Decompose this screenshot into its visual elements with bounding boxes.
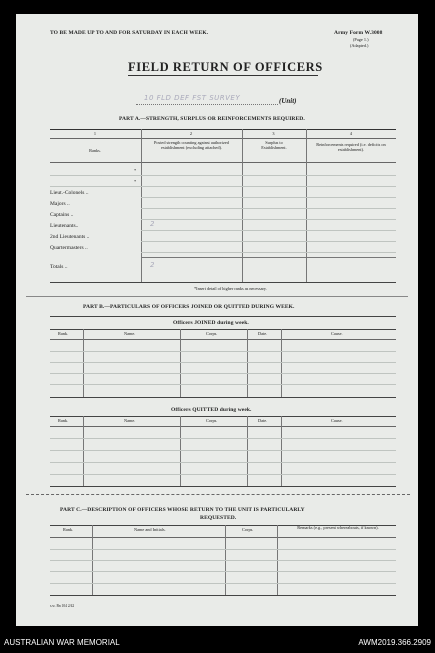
part-a-row-rule <box>50 186 396 187</box>
part-c-col-name: Name and Initials. <box>134 527 166 532</box>
quitted-col-date: Date. <box>258 418 268 423</box>
quitted-header-top <box>50 416 396 417</box>
quitted-bottom-rule <box>50 486 396 487</box>
quitted-col-corps: Corps. <box>206 418 218 423</box>
part-a-row-rule <box>141 208 396 209</box>
part-a-row-rule <box>141 241 396 242</box>
unit-label: (Unit) <box>279 97 297 105</box>
part-c-col-remarks: Remarks (e.g., present whereabouts, if known). <box>297 525 379 530</box>
joined-col-corps: Corps. <box>206 331 218 336</box>
part-c-col-corps: Corps. <box>242 527 254 532</box>
rank-quartermasters: Quartermasters .. <box>50 245 88 251</box>
part-b-heading: PART B.—PARTICULARS OF OFFICERS JOINED OR QUITTED DURING WEEK. <box>83 304 295 310</box>
joined-row-rule <box>50 384 396 385</box>
joined-vline-1 <box>83 329 84 397</box>
col-number-3: 3 <box>272 131 275 136</box>
part-a-bottom-rule <box>50 282 396 283</box>
form-page-label: (Page 1.) <box>353 37 369 42</box>
unit-dotted-line <box>136 104 278 105</box>
joined-vline-2 <box>180 329 181 397</box>
section-divider <box>26 296 408 297</box>
part-c-heading-line1: PART C.—DESCRIPTION OF OFFICERS WHOSE RETURN TO THE UNIT IS PARTICULARLY <box>60 507 305 513</box>
title-underline <box>128 75 318 76</box>
quitted-row-rule <box>50 474 396 475</box>
joined-row-rule <box>50 373 396 374</box>
part-a-vline-2 <box>242 129 243 283</box>
col-number-rule <box>50 138 396 139</box>
quitted-vline-2 <box>180 416 181 486</box>
part-a-vline-1 <box>141 129 142 283</box>
rank-lieutenants: Lieutenants.. <box>50 223 79 229</box>
form-title: FIELD RETURN OF OFFICERS <box>128 60 323 74</box>
quitted-col-cause: Cause. <box>331 418 343 423</box>
quitted-col-rank: Rank. <box>58 418 69 423</box>
part-a-heading: PART A.—STRENGTH, SURPLUS OR REINFORCEMENTS REQUIRED. <box>119 116 305 122</box>
quitted-title: Officers QUITTED during week. <box>171 407 252 413</box>
footer-accession-number: AWM2019.366.2909 <box>358 638 431 647</box>
part-c-col-rank: Rank. <box>63 527 74 532</box>
part-a-row-rule <box>141 252 396 253</box>
col-header-reinforcements: Reinforcements required (i.e. deficits on establishment). <box>316 142 386 152</box>
form-adapted-label: (Adapted.) <box>350 43 369 48</box>
part-c-header-bottom <box>50 537 396 538</box>
part-c-row-rule <box>50 571 396 572</box>
joined-vline-4 <box>281 329 282 397</box>
rank-totals: Totals .. <box>50 264 68 270</box>
part-a-note: *Insert detail of higher ranks as necessary. <box>194 286 267 291</box>
quitted-row-rule <box>50 462 396 463</box>
quitted-vline-3 <box>247 416 248 486</box>
part-c-row-rule <box>50 549 396 550</box>
col-header-posted-strength: Posted strength counting against authorized establishment (excluding attached). <box>154 140 229 150</box>
joined-title: Officers JOINED during week. <box>173 320 249 326</box>
asterisk-row-2: * <box>134 179 137 184</box>
joined-header-bottom <box>50 339 396 340</box>
joined-col-rank: Rank. <box>58 331 69 336</box>
rank-majors: Majors .. <box>50 201 70 207</box>
part-a-row-rule <box>50 175 396 176</box>
print-code: s.w. Bn 104 2/42 <box>50 604 75 608</box>
rank-captains: Captains .. <box>50 212 74 218</box>
part-c-row-rule <box>50 560 396 561</box>
joined-row-rule <box>50 351 396 352</box>
part-a-top-rule <box>50 129 396 130</box>
joined-bottom-rule <box>50 397 396 398</box>
col-header-rule <box>50 162 396 163</box>
part-b-top-rule <box>50 316 396 317</box>
form-page <box>16 14 418 626</box>
dotted-divider <box>26 494 410 495</box>
part-c-row-rule <box>50 583 396 584</box>
totals-value: 2 <box>150 261 155 269</box>
joined-col-cause: Cause. <box>331 331 343 336</box>
unit-handwritten: 10 FLD DEF FST SURVEY <box>144 94 241 102</box>
asterisk-row-1: * <box>134 168 137 173</box>
quitted-vline-4 <box>281 416 282 486</box>
rank-2nd-lieutenants: 2nd Lieutenants .. <box>50 234 90 240</box>
joined-vline-3 <box>247 329 248 397</box>
col-number-1: 1 <box>93 131 97 136</box>
col-header-ranks: Ranks. <box>89 148 101 153</box>
part-a-row-rule <box>141 219 396 220</box>
col-number-2: 2 <box>189 131 193 136</box>
col-number-4: 4 <box>349 131 353 136</box>
part-c-heading-line2: REQUESTED. <box>200 515 237 521</box>
quitted-row-rule <box>50 450 396 451</box>
quitted-col-name: Name. <box>124 418 136 423</box>
form-number: Army Form W.3008 <box>334 30 383 36</box>
part-c-bottom-rule <box>50 595 396 596</box>
lieutenants-value: 2 <box>150 220 155 228</box>
quitted-header-bottom <box>50 426 396 427</box>
instruction-text: TO BE MADE UP TO AND FOR SATURDAY IN EACH WEEK. <box>50 30 209 36</box>
rank-lieut-colonels: Lieut.-Colonels .. <box>50 190 89 196</box>
footer-credit: AUSTRALIAN WAR MEMORIAL <box>4 638 120 647</box>
joined-col-name: Name. <box>124 331 136 336</box>
col-header-surplus: Surplus to Establishment. <box>261 140 287 150</box>
part-a-row-rule <box>141 197 396 198</box>
part-a-vline-3 <box>306 129 307 283</box>
joined-col-date: Date. <box>258 331 268 336</box>
joined-row-rule <box>50 362 396 363</box>
joined-header-top <box>50 329 396 330</box>
part-a-row-rule <box>141 230 396 231</box>
quitted-row-rule <box>50 438 396 439</box>
quitted-vline-1 <box>83 416 84 486</box>
part-a-totals-rule <box>141 257 396 258</box>
